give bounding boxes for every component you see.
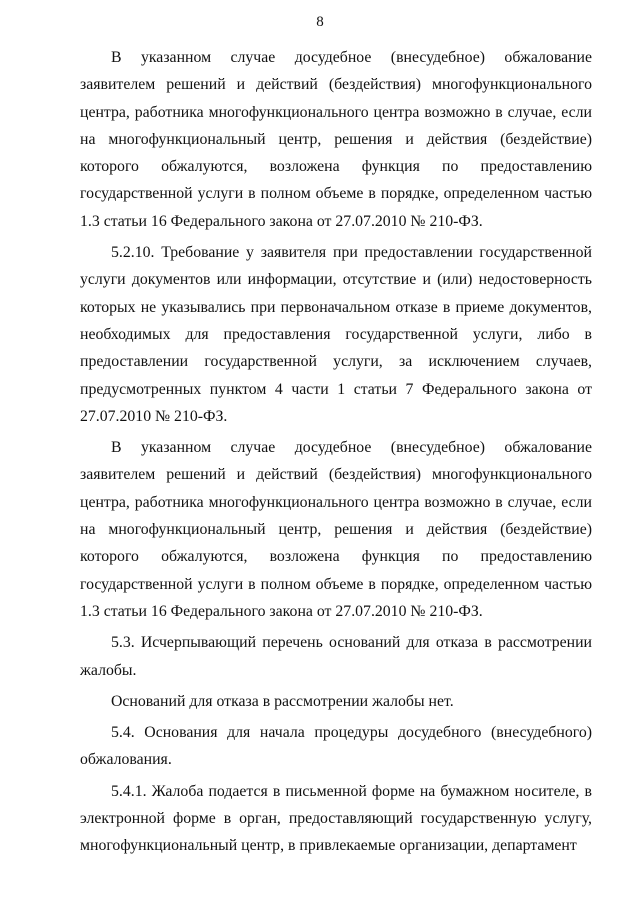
paragraph-5-3: 5.3. Исчерпывающий перечень оснований для отказа в рассмотрении жалобы. <box>80 634 592 679</box>
paragraph-mfc-appeal-2: В указанном случае досудебное (внесудебное) обжалование заявителем решений и действий (бездействия) многофункционального центра, работника многофункционального центра возможно в случае, если на многофункциональный центр, решения и действия (бездействие) которого обжалуются, возложена функция по предоставлению государственной услуги в полном объеме в порядке, определенном частью 1.3 статьи 16 Федерального закона от 27.07.2010 № 210-ФЗ. <box>80 439 592 620</box>
paragraph-no-grounds: Оснований для отказа в рассмотрении жалобы нет. <box>111 692 454 710</box>
paragraph-5-2-10: 5.2.10. Требование у заявителя при предоставлении государственной услуги документов или информации, отсутствие и (или) недостоверность которых не указывались при первоначальном отказе в приеме документов, необходимых для предоставления государственной услуги, либо в предоставлении государственной услуги, за исключением случаев, предусмотренных пунктом 4 части 1 статьи 7 Федерального закона от 27.07.2010 № 210-ФЗ. <box>80 244 592 425</box>
paragraph-5-4-1: 5.4.1. Жалоба подается в письменной форме на бумажном носителе, в электронной форме в орган, предоставляющий государственную услугу, многофункциональный центр, в привлекаемые организации, департамент <box>80 782 592 855</box>
document-body <box>80 44 592 860</box>
page-number: 8 <box>316 14 324 30</box>
paragraph-mfc-appeal-1: В указанном случае досудебное (внесудебное) обжалование заявителем решений и действий (бездействия) многофункционального центра, работника многофункционального центра возможно в случае, если на многофункциональный центр, решения и действия (бездействие) которого обжалуются, возложена функция по предоставлению государственной услуги в полном объеме в порядке, определенном частью 1.3 статьи 16 Федерального закона от 27.07.2010 № 210-ФЗ. <box>80 49 592 230</box>
paragraph-5-4: 5.4. Основания для начала процедуры досудебного (внесудебного) обжалования. <box>80 724 592 769</box>
